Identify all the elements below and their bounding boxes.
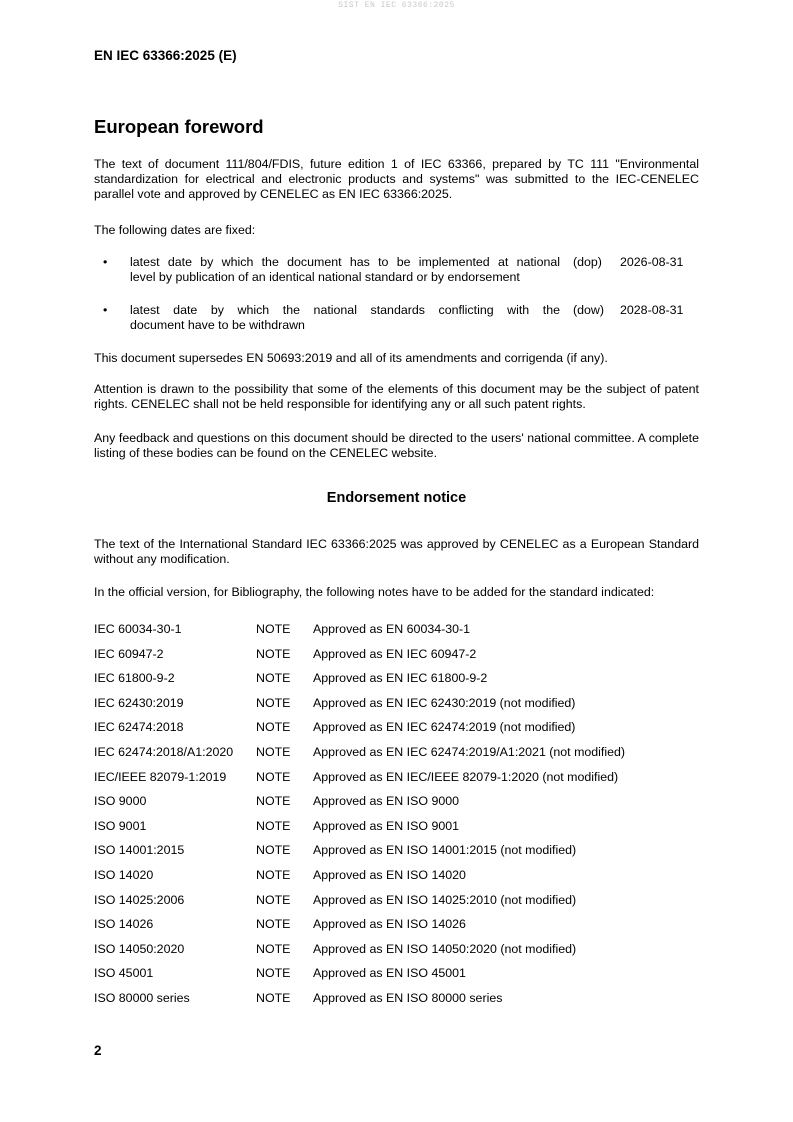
- note-cell: NOTE: [256, 646, 291, 661]
- standard-cell: IEC 60034-30-1: [94, 622, 182, 636]
- date-item-line: latest date by which the document has to be implemented at national: [130, 255, 560, 269]
- date-item-text: [130, 255, 560, 285]
- standard-cell: IEC/IEEE 82079-1:2019: [94, 769, 227, 784]
- table-row: [94, 647, 699, 665]
- bibliography-intro: In the official version, for Bibliography, the following notes have to be added for the standard indicated:: [94, 585, 655, 599]
- table-row: [94, 966, 699, 984]
- bullet-dot: •: [103, 255, 108, 269]
- date-code: (dop): [573, 255, 602, 269]
- approved-cell: Approved as EN IEC 61800-9-2: [313, 671, 488, 686]
- note-cell: NOTE: [256, 769, 291, 784]
- approved-cell: Approved as EN IEC 62474:2019 (not modified): [313, 720, 576, 735]
- bullet-dot: •: [103, 303, 108, 317]
- standard-cell: ISO 9001: [94, 818, 147, 833]
- table-row: [94, 622, 699, 640]
- document-id-header: EN IEC 63366:2025 (E): [94, 48, 237, 63]
- approved-cell: Approved as EN ISO 14050:2020 (not modified): [313, 941, 577, 956]
- standard-cell: ISO 80000 series: [94, 991, 190, 1005]
- table-row: [94, 819, 699, 837]
- table-row: [94, 696, 699, 714]
- date-item-line: document have to be withdrawn: [130, 318, 305, 332]
- approved-cell: Approved as EN 60034-30-1: [313, 622, 471, 636]
- supersedes-paragraph: This document supersedes EN 50693:2019 and all of its amendments and corrigenda (if any).: [94, 351, 608, 365]
- standard-cell: ISO 14025:2006: [94, 892, 185, 907]
- approved-cell: Approved as EN ISO 14020: [313, 868, 466, 882]
- date-value: 2028-08-31: [620, 303, 684, 317]
- table-row: [94, 917, 699, 935]
- note-cell: NOTE: [256, 941, 291, 956]
- watermark: SIST EN IEC 63366:2025: [338, 1, 455, 10]
- feedback-paragraph: Any feedback and questions on this document should be directed to the users' national committee. A complete listing of these bodies can be found on the CENELEC website.: [94, 431, 699, 460]
- patent-paragraph: Attention is drawn to the possibility that some of the elements of this document may be the subject of patent rights. CENELEC shall not be held responsible for identifying any or all such patent rights.: [94, 382, 699, 411]
- standard-cell: ISO 9000: [94, 794, 147, 809]
- approved-cell: Approved as EN IEC/IEEE 82079-1:2020 (not modified): [313, 769, 619, 784]
- approved-cell: Approved as EN ISO 14026: [313, 917, 466, 932]
- standard-cell: IEC 60947-2: [94, 646, 164, 661]
- note-cell: NOTE: [256, 892, 291, 907]
- table-row: [94, 770, 699, 788]
- note-cell: NOTE: [256, 991, 291, 1005]
- table-row: [94, 893, 699, 911]
- standard-cell: IEC 62430:2019: [94, 695, 184, 710]
- approved-cell: Approved as EN IEC 62474:2019/A1:2021 (not modified): [313, 745, 626, 759]
- foreword-intro: The text of document 111/804/FDIS, future edition 1 of IEC 63366, prepared by TC 111 "Environmental standardization for electrical and electronic products and systems" was submitted to the IEC-CENELEC parallel vote and approved by CENELEC as EN IEC 63366:2025.: [94, 157, 699, 201]
- note-cell: NOTE: [256, 671, 291, 686]
- date-item-line: latest date by which the national standards conflicting with the: [130, 303, 560, 317]
- approved-cell: Approved as EN IEC 62430:2019 (not modified): [313, 695, 576, 710]
- table-row: [94, 720, 699, 738]
- standard-cell: ISO 14050:2020: [94, 941, 185, 956]
- table-row: [94, 942, 699, 960]
- standard-cell: ISO 14001:2015: [94, 843, 185, 858]
- foreword-title: European foreword: [94, 116, 264, 137]
- page-number: 2: [94, 1043, 102, 1058]
- note-cell: NOTE: [256, 720, 291, 735]
- date-code: (dow): [573, 303, 604, 317]
- note-cell: NOTE: [256, 622, 291, 636]
- approved-cell: Approved as EN ISO 9000: [313, 794, 460, 809]
- dates-intro: The following dates are fixed:: [94, 223, 256, 237]
- note-cell: NOTE: [256, 695, 291, 710]
- table-row: [94, 843, 699, 861]
- table-row: [94, 745, 699, 763]
- table-row: [94, 794, 699, 812]
- approved-cell: Approved as EN ISO 9001: [313, 818, 460, 833]
- note-cell: NOTE: [256, 917, 291, 932]
- table-row: [94, 868, 699, 886]
- approved-cell: Approved as EN IEC 60947-2: [313, 646, 477, 661]
- standard-cell: ISO 14026: [94, 917, 154, 932]
- date-value: 2026-08-31: [620, 255, 684, 269]
- note-cell: NOTE: [256, 818, 291, 833]
- note-cell: NOTE: [256, 745, 291, 759]
- note-cell: NOTE: [256, 843, 291, 858]
- note-cell: NOTE: [256, 794, 291, 809]
- endorsement-title: Endorsement notice: [326, 490, 467, 506]
- approved-cell: Approved as EN ISO 14025:2010 (not modified): [313, 892, 577, 907]
- date-item-text: [130, 303, 560, 333]
- date-item-line: level by publication of an identical national standard or by endorsement: [130, 270, 520, 284]
- approved-cell: Approved as EN ISO 14001:2015 (not modified): [313, 843, 577, 858]
- standard-cell: ISO 45001: [94, 966, 154, 981]
- standard-cell: IEC 61800-9-2: [94, 671, 175, 686]
- table-row: [94, 991, 699, 1009]
- note-cell: NOTE: [256, 868, 291, 882]
- approved-cell: Approved as EN ISO 45001: [313, 966, 466, 981]
- standard-cell: IEC 62474:2018: [94, 720, 184, 735]
- standard-cell: IEC 62474:2018/A1:2020: [94, 745, 234, 759]
- approved-cell: Approved as EN ISO 80000 series: [313, 991, 503, 1005]
- table-row: [94, 671, 699, 689]
- standard-cell: ISO 14020: [94, 868, 154, 882]
- endorsement-text: The text of the International Standard IEC 63366:2025 was approved by CENELEC as a European Standard without any modification.: [94, 537, 699, 566]
- note-cell: NOTE: [256, 966, 291, 981]
